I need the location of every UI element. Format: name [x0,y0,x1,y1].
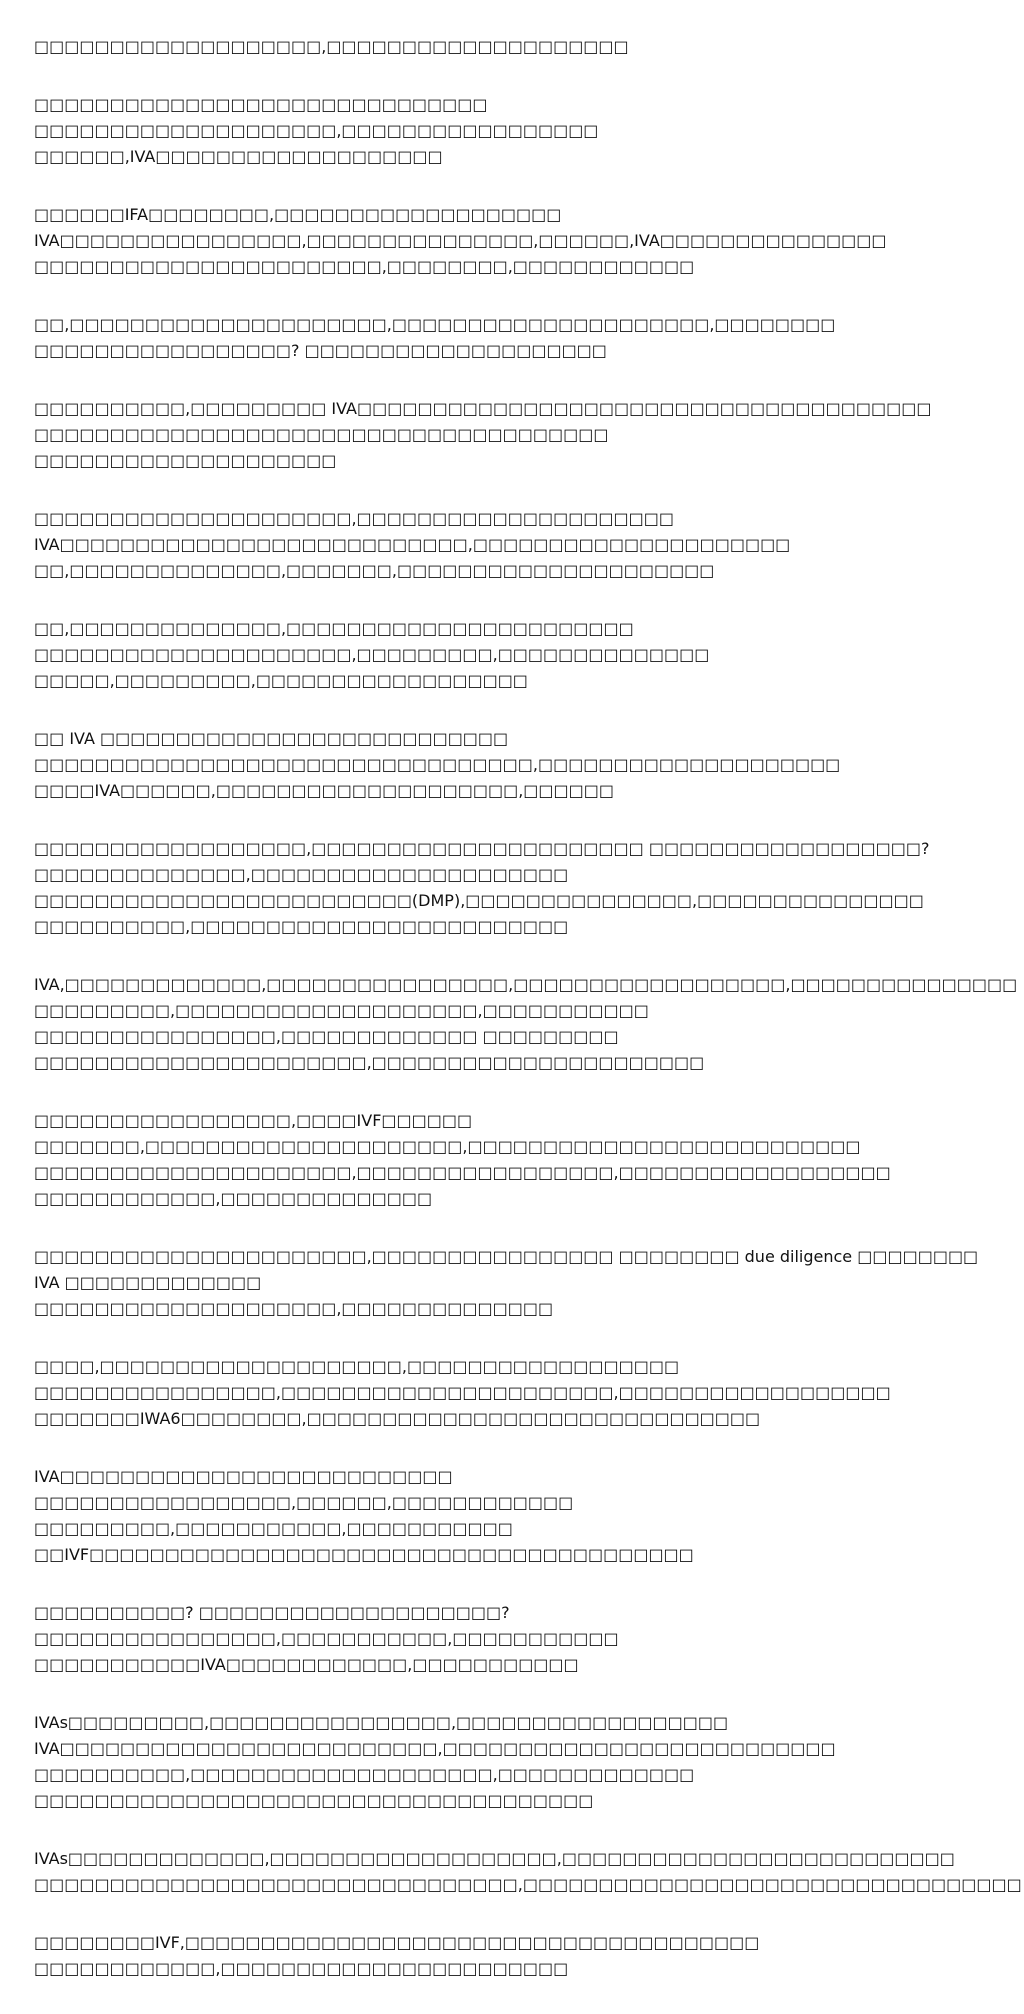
paragraph-18: □□□□□□□□IVF,□□□□□□□□□□□□□□□□□□□□□□□□□□□□□□□□□□□□□□ □□□□□□□□□□□□,□□□□□□□□□□□□□□□□□□□□□□□ [34,1933,760,1978]
paragraph-5: □□□□□□□□□□,□□□□□□□□□ IVA□□□□□□□□□□□□□□□□□□□□□□□□□□□□□□□□□□□□□□ □□□□□□□□□□□□□□□□□□□□□□□□□□□□□□□□□□□□□□ □□□□□□□□□□□□□□□□□□□□ [34,399,932,470]
paragraph-11: □□□□□□□□□□□□□□□□□,□□□□IVF□□□□□□ □□□□□□□,□□□□□□□□□□□□□□□□□□□□□,□□□□□□□□□□□□□□□□□□□□□□□□□□ □□□□□□□□□□□□□□□□□□□□□,□□□□□□□□□□□□□□□□□,□□□□□□□□□□□□□□□□□□ □□□□□□□□□□□□,□□□□□□□□□□□□□□ [34,1111,891,1208]
paragraph-16: IVAs□□□□□□□□□,□□□□□□□□□□□□□□□□,□□□□□□□□□□□□□□□□□□ IVA□□□□□□□□□□□□□□□□□□□□□□□□□,□□□□□□□□□□□□□□□□□□□□□□□□□□ □□□□□□□□□□,□□□□□□□□□□□□□□□□□□□□,□□□□□□□□□□□□□ □□□□□□□□□□□□□□□□□□□□□□□□□□□□□□□□□□□□□ [34,1713,836,1810]
paragraph-12: □□□□□□□□□□□□□□□□□□□□□□,□□□□□□□□□□□□□□□□ □□□□□□□□ due diligence □□□□□□□□ IVA □□□□□□□□□□□□□ □□□□□□□□□□□□□□□□□□□□,□□□□□□□□□□□□□□ [34,1247,979,1318]
paragraph-17: IVAs□□□□□□□□□□□□□,□□□□□□□□□□□□□□□□□□□,□□□□□□□□□□□□□□□□□□□□□□□□□□ □□□□□□□□□□□□□□□□□□□□□□□□□□□□□□□□,□□□□□□□□□□□□□□□□□□□□□□□□□□□□□□□□□ [34,1849,1022,1894]
paragraph-10: IVA,□□□□□□□□□□□□□,□□□□□□□□□□□□□□□□,□□□□□□□□□□□□□□□□□□,□□□□□□□□□□□□□□□ □□□□□□□□□,□□□□□□□□□□□□□□□□□□□□,□□□□□□□□□□□ □□□□□□□□□□□□□□□□,□□□□□□□□□□□□□ □□□□□□□□□ □□□□□□□□□□□□□□□□□□□□□□,□□□□□□□□□□□□□□□□□□□□□□ [34,975,1018,1072]
paragraph-1: □□□□□□□□□□□□□□□□□□□,□□□□□□□□□□□□□□□□□□□□ [34,37,629,56]
paragraph-6: □□□□□□□□□□□□□□□□□□□□□,□□□□□□□□□□□□□□□□□□□□□ IVA□□□□□□□□□□□□□□□□□□□□□□□□□□□,□□□□□□□□□□□□□□□□□□□□□ □□,□□□□□□□□□□□□□□,□□□□□□□,□□□□□□□□□□□□□□□□□□□□□ [34,509,791,580]
paragraph-2: □□□□□□□□□□□□□□□□□□□□□□□□□□□□□□ □□□□□□□□□□□□□□□□□□□□,□□□□□□□□□□□□□□□□□ □□□□□□,IVA□□□□□□□□□□□□□□□□□□□ [34,95,599,166]
paragraph-4: □□,□□□□□□□□□□□□□□□□□□□□□,□□□□□□□□□□□□□□□□□□□□□,□□□□□□□□ □□□□□□□□□□□□□□□□□? □□□□□□□□□□□□□□□□□□□□ [34,315,836,360]
paragraph-9: □□□□□□□□□□□□□□□□□□,□□□□□□□□□□□□□□□□□□□□□□ □□□□□□□□□□□□□□□□□□? □□□□□□□□□□□□□□,□□□□□□□□□□□□□□□□□□□□□ □□□□□□□□□□□□□□□□□□□□□□□□□(DMP),□□□□□□□□□□□□□□□,□□□□□□□□□□□□□□□ □□□□□□□□□□,□□□□□□□□□□□□□□□□□□□□□□□□□ [34,839,930,936]
paragraph-7: □□,□□□□□□□□□□□□□□,□□□□□□□□□□□□□□□□□□□□□□□ □□□□□□□□□□□□□□□□□□□□□,□□□□□□□□□,□□□□□□□□□□□□□□ □□□□□,□□□□□□□□□,□□□□□□□□□□□□□□□□□□ [34,619,710,690]
paragraph-13: □□□□,□□□□□□□□□□□□□□□□□□□□,□□□□□□□□□□□□□□□□□□ □□□□□□□□□□□□□□□□,□□□□□□□□□□□□□□□□□□□□□□,□□□□□□□□□□□□□□□□□□ □□□□□□□IWA6□□□□□□□□,□□□□□□□□□□□□□□□□□□□□□□□□□□□□□□ [34,1357,891,1428]
paragraph-8: □□ IVA □□□□□□□□□□□□□□□□□□□□□□□□□□□ □□□□□□□□□□□□□□□□□□□□□□□□□□□□□□□□□,□□□□□□□□□□□□□□□□□□□□ □□□□IVA□□□□□□,□□□□□□□□□□□□□□□□□□□□,□□□□□□ [34,729,841,800]
paragraph-3: □□□□□□IFA□□□□□□□□,□□□□□□□□□□□□□□□□□□□ IVA□□□□□□□□□□□□□□□□,□□□□□□□□□□□□□□□,□□□□□□,IVA□□□□□□□□□□□□□□□ □□□□□□□□□□□□□□□□□□□□□□□,□□□□□□□□,□□□□□□□□□□□□ [34,205,887,276]
paragraph-14: IVA□□□□□□□□□□□□□□□□□□□□□□□□□□ □□□□□□□□□□□□□□□□□,□□□□□□,□□□□□□□□□□□□ □□□□□□□□□,□□□□□□□□□□□,□□□□□□□□□□□ □□IVF□□□□□□□□□□□□□□□□□□□□□□□□□□□□□□□□□□□□□□□□ [34,1467,694,1564]
document-body [34,34,1022,2014]
paragraph-15: □□□□□□□□□□? □□□□□□□□□□□□□□□□□□□□? □□□□□□□□□□□□□□□□,□□□□□□□□□□□,□□□□□□□□□□□ □□□□□□□□□□□IVA□□□□□□□□□□□□,□□□□□□□□□□□ [34,1603,619,1674]
